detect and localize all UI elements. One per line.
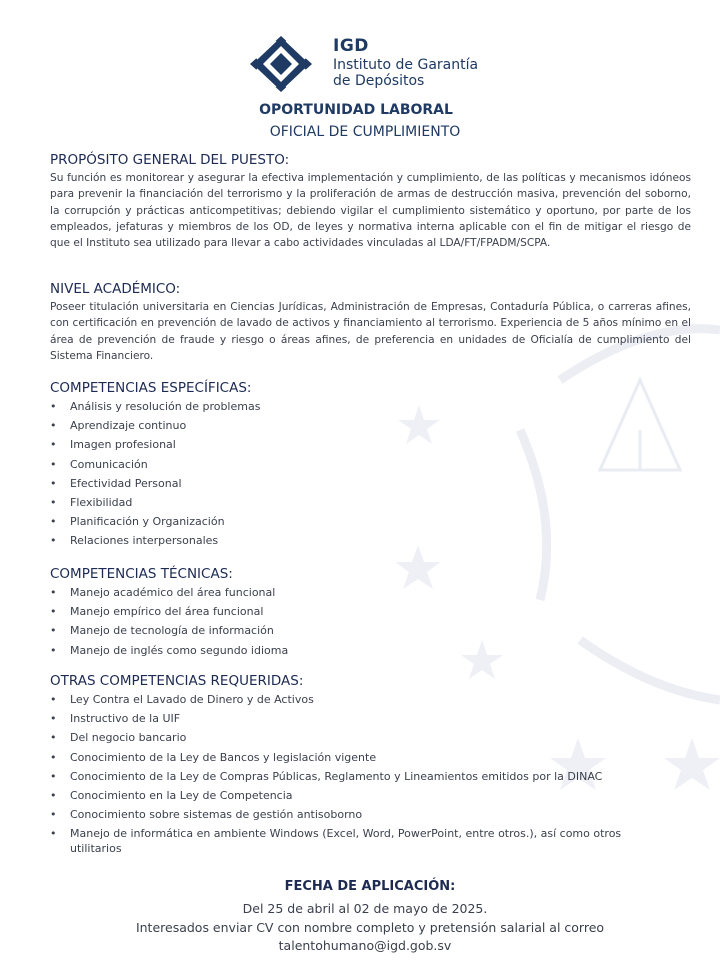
application-instructions: Interesados enviar CV con nombre completo y pretensión salarial al correo (135, 919, 605, 935)
academic-text: Poseer titulación universitaria en Ciencias Jurídicas, Administración de Empresas, Contaduría Pública, o carreras afines, con certificación en prevención de lavado de activos y financiamiento al terrorismo. Experiencia de 5 años mínimo en el área de prevención de fraude y riesgo o áreas afines, de preferencia en unidades de Oficialía de cumplimiento del Sistema Financiero. (50, 301, 691, 362)
list-item: • Manejo de informática en ambiente Windows (Excel, Word, PowerPoint, entre otros.), así como otros utilitarios (50, 826, 630, 856)
list-item: • Aprendizaje continuo (50, 418, 691, 433)
list-item: • Manejo de tecnología de información (50, 623, 691, 638)
academic-heading: NIVEL ACADÉMICO: (50, 281, 181, 297)
application-section (0, 878, 720, 956)
list-item: • Flexibilidad (50, 495, 691, 510)
list-item: • Conocimiento en la Ley de Competencia (50, 788, 630, 803)
academic-section (50, 280, 691, 364)
technical-competencies-list (50, 585, 691, 658)
specific-competencies-heading: COMPETENCIAS ESPECÍFICAS: (50, 380, 252, 396)
page-title: OPORTUNIDAD LABORAL (259, 102, 453, 118)
application-heading: FECHA DE APLICACIÓN: (284, 879, 456, 894)
specific-competencies-list (50, 399, 691, 548)
list-item: • Manejo de inglés como segundo idioma (50, 643, 691, 658)
application-dates: Del 25 de abril al 02 de mayo de 2025. (242, 901, 488, 916)
logo-name-line2: de Depósitos (333, 73, 425, 89)
page-titles (0, 100, 720, 142)
list-item: • Efectividad Personal (50, 476, 691, 491)
list-item: • Planificación y Organización (50, 514, 691, 529)
technical-competencies-heading: COMPETENCIAS TÉCNICAS: (50, 566, 233, 582)
job-title: OFICIAL DE CUMPLIMIENTO (269, 124, 461, 140)
other-competencies-heading: OTRAS COMPETENCIAS REQUERIDAS: (50, 673, 304, 689)
specific-competencies-section (50, 379, 691, 553)
logo-name-line1: Instituto de Garantía (333, 57, 479, 73)
purpose-heading: PROPÓSITO GENERAL DEL PUESTO: (50, 152, 290, 168)
list-item: • Análisis y resolución de problemas (50, 399, 691, 414)
list-item: • Manejo empírico del área funcional (50, 604, 691, 619)
list-item: • Conocimiento de la Ley de Compras Públicas, Reglamento y Lineamientos emitidos por la DINAC (50, 769, 630, 784)
logo-abbreviation: IGD (333, 36, 369, 56)
purpose-section (50, 151, 691, 251)
list-item: • Instructivo de la UIF (50, 711, 630, 726)
other-competencies-section (50, 672, 691, 861)
application-email[interactable]: talentohumano@igd.gob.sv (278, 938, 452, 953)
list-item: • Relaciones interpersonales (50, 533, 691, 548)
list-item: • Comunicación (50, 457, 691, 472)
logo-name (333, 57, 478, 89)
purpose-text: Su función es monitorear y asegurar la efectiva implementación y cumplimiento, de las políticas y mecanismos idóneos para prevenir la financiación del terrorismo y la proliferación de armas de destrucción masiva, prevención del soborno, la corrupción y prácticas anticompetitivas; debiendo vigilar el cumplimiento sistemático y oportuno, por parte de los empleados, jefaturas y miembros de los OD, de leyes y normativa interna aplicable con el fin de mitigar el riesgo de que el Instituto sea utilizado para llevar a cabo actividades vinculadas al LDA/FT/FPADM/SCPA. (50, 172, 691, 250)
list-item: • Del negocio bancario (50, 730, 630, 745)
igd-logo-icon (249, 35, 313, 93)
list-item: • Imagen profesional (50, 437, 691, 452)
list-item: • Conocimiento de la Ley de Bancos y legislación vigente (50, 750, 630, 765)
list-item: • Conocimiento sobre sistemas de gestión antisoborno (50, 807, 630, 822)
list-item: • Ley Contra el Lavado de Dinero y de Activos (50, 692, 630, 707)
technical-competencies-section (50, 565, 691, 662)
other-competencies-list (50, 692, 691, 856)
list-item: • Manejo académico del área funcional (50, 585, 691, 600)
